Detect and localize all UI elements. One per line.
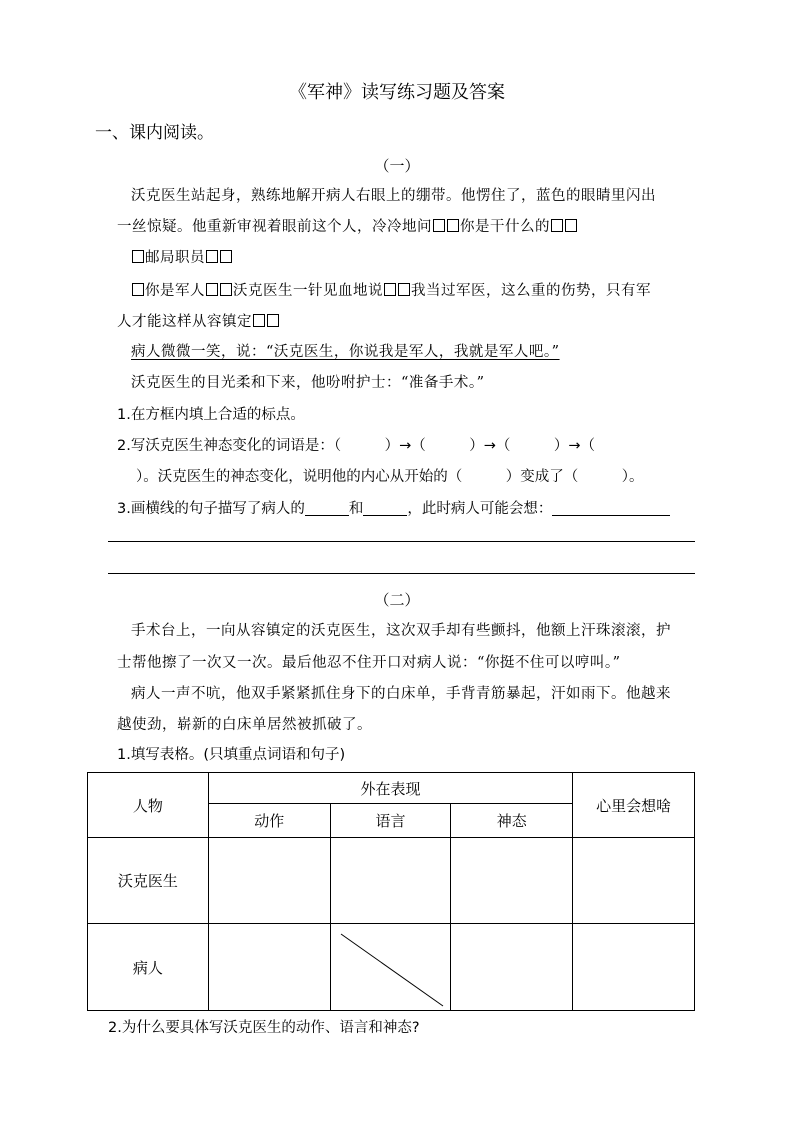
punctuation-box[interactable] [253,314,265,327]
part1-paragraph5: 沃克医生的目光柔和下来，他吩咐护士：“准备手术。” [131,375,485,391]
answer-cell[interactable] [330,838,451,924]
question-2-line2: ）。沃克医生的神态变化，说明他的内心从开始的（ ）变成了（ ）。 [136,469,644,485]
header-action: 动作 [208,804,330,838]
punctuation-box[interactable] [267,314,279,327]
part1-paragraph3-line1: 你是军人 沃克医生一针见血地说 我当过军医，这么重的伤势，只有军 [131,279,651,300]
header-outer: 外在表现 [208,773,572,804]
part1-heading: （一） [374,157,420,175]
row-label-patient: 病人 [88,924,209,1011]
answer-blank[interactable] [552,501,670,516]
page-title: 《军神》读写练习题及答案 [289,82,505,103]
crossed-out-cell [330,924,451,1011]
answer-cell[interactable] [573,838,695,924]
punctuation-box[interactable] [433,219,445,232]
punctuation-box[interactable] [447,219,459,232]
answer-table [87,772,695,1011]
answer-cell[interactable] [573,924,695,1011]
punctuation-box[interactable] [132,250,144,263]
part2-paragraph2-line1: 病人一声不吭，他双手紧紧抓住身下的白床单，手背青筋暴起，汗如雨下。他越来 [131,686,671,702]
punctuation-box[interactable] [206,283,218,296]
punctuation-box[interactable] [551,219,563,232]
header-thought: 心里会想啥 [573,773,695,838]
punctuation-box[interactable] [384,283,396,296]
punctuation-box[interactable] [220,250,232,263]
punctuation-box[interactable] [132,283,144,296]
answer-cell[interactable] [208,924,330,1011]
header-expression: 神态 [451,804,573,838]
punctuation-box[interactable] [220,283,232,296]
part1-paragraph1-line2: 一丝惊疑。他重新审视着眼前这个人，冷冷地问 你是干什么的 [117,215,578,236]
answer-cell[interactable] [208,838,330,924]
question-1: 1.在方框内填上合适的标点。 [117,407,305,423]
answer-line[interactable] [108,573,695,574]
part2-paragraph1-line2: 士帮他擦了一次又一次。最后他忍不住开口对病人说：“你挺不住可以哼叫。” [117,655,621,671]
question-2-line1: 2.写沃克医生神态变化的词语是：（ ）→（ ）→（ ）→（ [117,438,596,454]
part2-question-1: 1.填写表格。(只填重点词语和句子) [117,747,346,763]
answer-cell[interactable] [451,924,573,1011]
answer-cell[interactable] [451,838,573,924]
part2-heading: （二） [374,591,420,609]
header-speech: 语言 [330,804,451,838]
part2-paragraph1-line1: 手术台上，一向从容镇定的沃克医生，这次双手却有些颤抖，他额上汗珠滚滚，护 [131,623,671,639]
underlined-sentence: 病人微微一笑，说：“沃克医生，你说我是军人，我就是军人吧。” [131,344,560,360]
answer-blank[interactable] [305,501,349,516]
punctuation-box[interactable] [565,219,577,232]
part1-paragraph2: 邮局职员 [131,246,233,267]
part2-paragraph2-line2: 越使劲，崭新的白床单居然被抓破了。 [117,717,372,733]
question-3: 3.画横线的句子描写了病人的 和 ，此时病人可能会想： [117,497,670,518]
answer-line[interactable] [108,541,695,542]
row-label-doctor: 沃克医生 [88,838,209,924]
part1-paragraph3-line2: 人才能这样从容镇定 [117,310,280,331]
part2-question-2: 2.为什么要具体写沃克医生的动作、语言和神态? [108,1020,420,1036]
diagonal-strike [331,924,452,1011]
header-person: 人物 [88,773,209,838]
punctuation-box[interactable] [398,283,410,296]
answer-blank[interactable] [363,501,407,516]
punctuation-box[interactable] [206,250,218,263]
section-heading: 一、课内阅读。 [95,123,214,143]
part1-paragraph1-line1: 沃克医生站起身，熟练地解开病人右眼上的绷带。他愣住了，蓝色的眼睛里闪出 [131,188,656,204]
